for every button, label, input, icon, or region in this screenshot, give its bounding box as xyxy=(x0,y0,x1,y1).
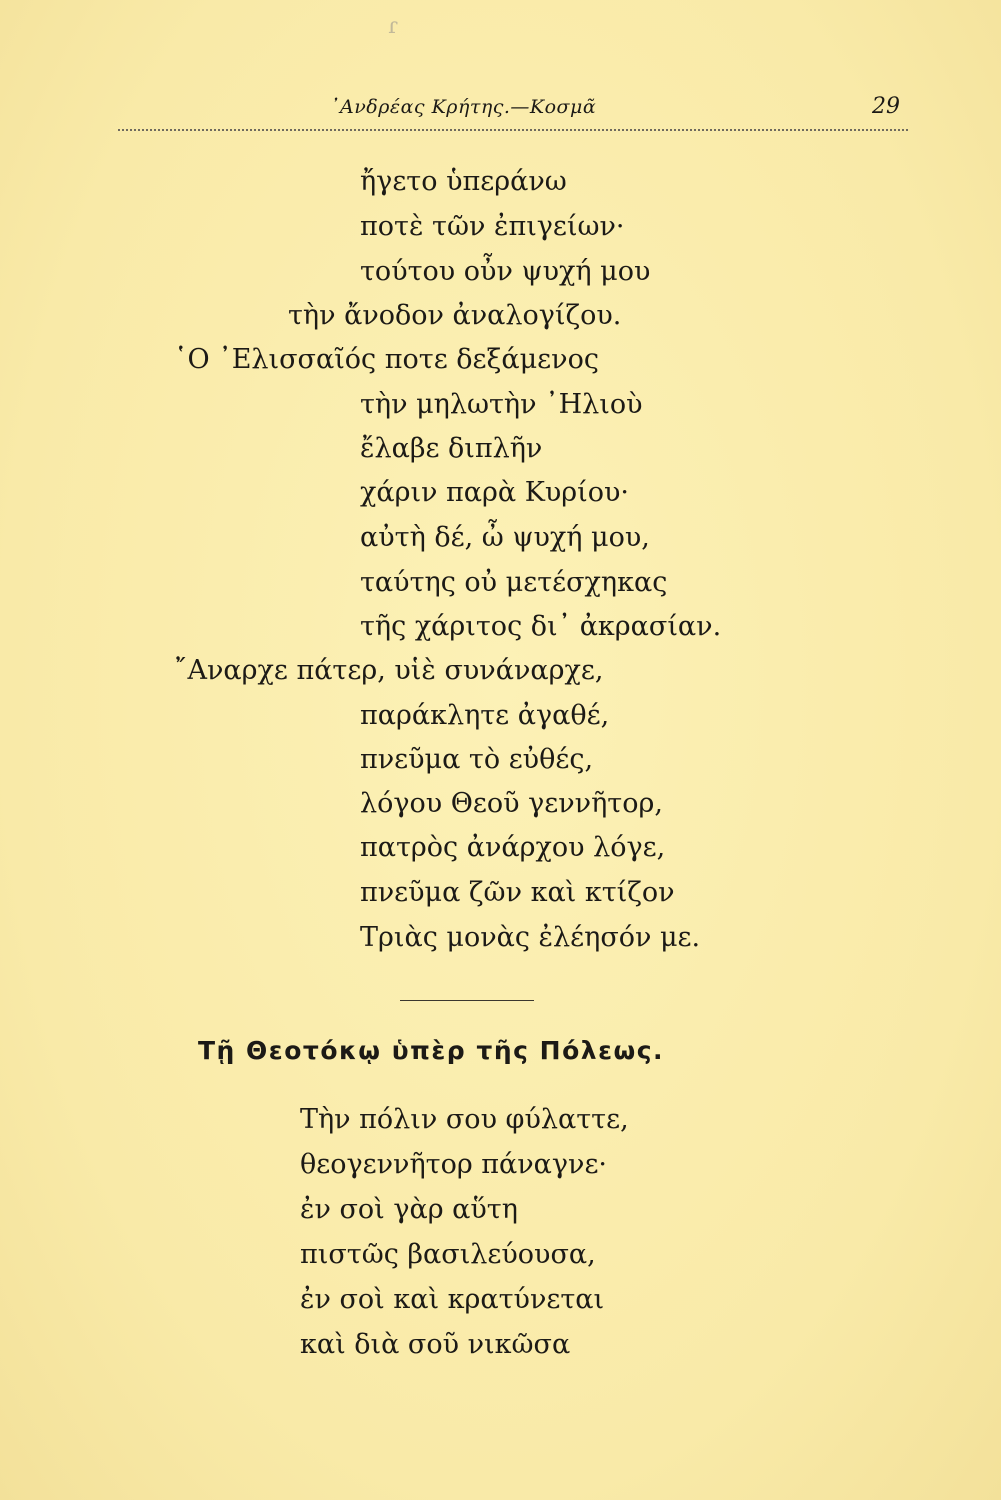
verse-line: χάριν παρὰ Κυρίου· xyxy=(360,477,630,508)
verse-line: τὴν ἄνοδον ἀναλογίζου. xyxy=(288,300,622,331)
header-rule xyxy=(118,129,908,131)
verse-line: ἐν σοὶ καὶ κρατύνεται xyxy=(300,1284,605,1315)
verse-line: πνεῦμα τὸ εὐθές, xyxy=(360,744,594,775)
verse-line: πνεῦμα ζῶν καὶ κτίζον xyxy=(360,877,675,908)
section-heading: Τῇ Θεοτόκῳ ὑπὲρ τῆς Πόλεως. xyxy=(198,1036,665,1065)
verse-line: τῆς χάριτος δι᾿ ἀκρασίαν. xyxy=(360,611,722,642)
verse-line: ἤγετο ὑπεράνω xyxy=(360,166,567,197)
page-number: 29 xyxy=(872,94,900,119)
verse-line: πατρὸς ἀνάρχου λόγε, xyxy=(360,832,666,863)
section-divider xyxy=(400,1000,534,1001)
ink-mark: ɾ xyxy=(388,14,398,39)
verse-line: Τὴν πόλιν σου φύλαττε, xyxy=(300,1104,629,1135)
verse-line: ἐν σοὶ γὰρ αὕτη xyxy=(300,1194,518,1225)
verse-line: ταύτης οὐ μετέσχηκας xyxy=(360,567,668,598)
verse-line: θεογεννῆτορ πάναγνε· xyxy=(300,1149,608,1180)
verse-line: ἔλαβε διπλῆν xyxy=(360,433,543,464)
verse-line: τούτου οὖν ψυχή μου xyxy=(360,256,651,287)
verse-line: Τριὰς μονὰς ἐλέησόν με. xyxy=(360,922,701,953)
verse-line: λόγου Θεοῦ γεννῆτορ, xyxy=(360,788,663,819)
verse-line: παράκλητε ἀγαθέ, xyxy=(360,700,610,731)
verse-line: πιστῶς βασιλεύουσα, xyxy=(300,1239,596,1270)
verse-line: καὶ διὰ σοῦ νικῶσα xyxy=(300,1329,571,1360)
verse-line: ποτὲ τῶν ἐπιγείων· xyxy=(360,211,625,242)
verse-line: ῾Ο ᾿Ελισσαῖός ποτε δεξάμενος xyxy=(174,344,599,375)
verse-line: ῎Αναρχε πάτερ, υἱὲ συνάναρχε, xyxy=(174,655,604,686)
verse-line: τὴν μηλωτὴν ᾿Ηλιοὺ xyxy=(360,389,643,420)
verse-line: αὐτὴ δέ, ὦ ψυχή μου, xyxy=(360,522,650,553)
running-head: ᾿Ανδρέας Κρήτης.—Κοσμᾶ xyxy=(330,96,597,118)
